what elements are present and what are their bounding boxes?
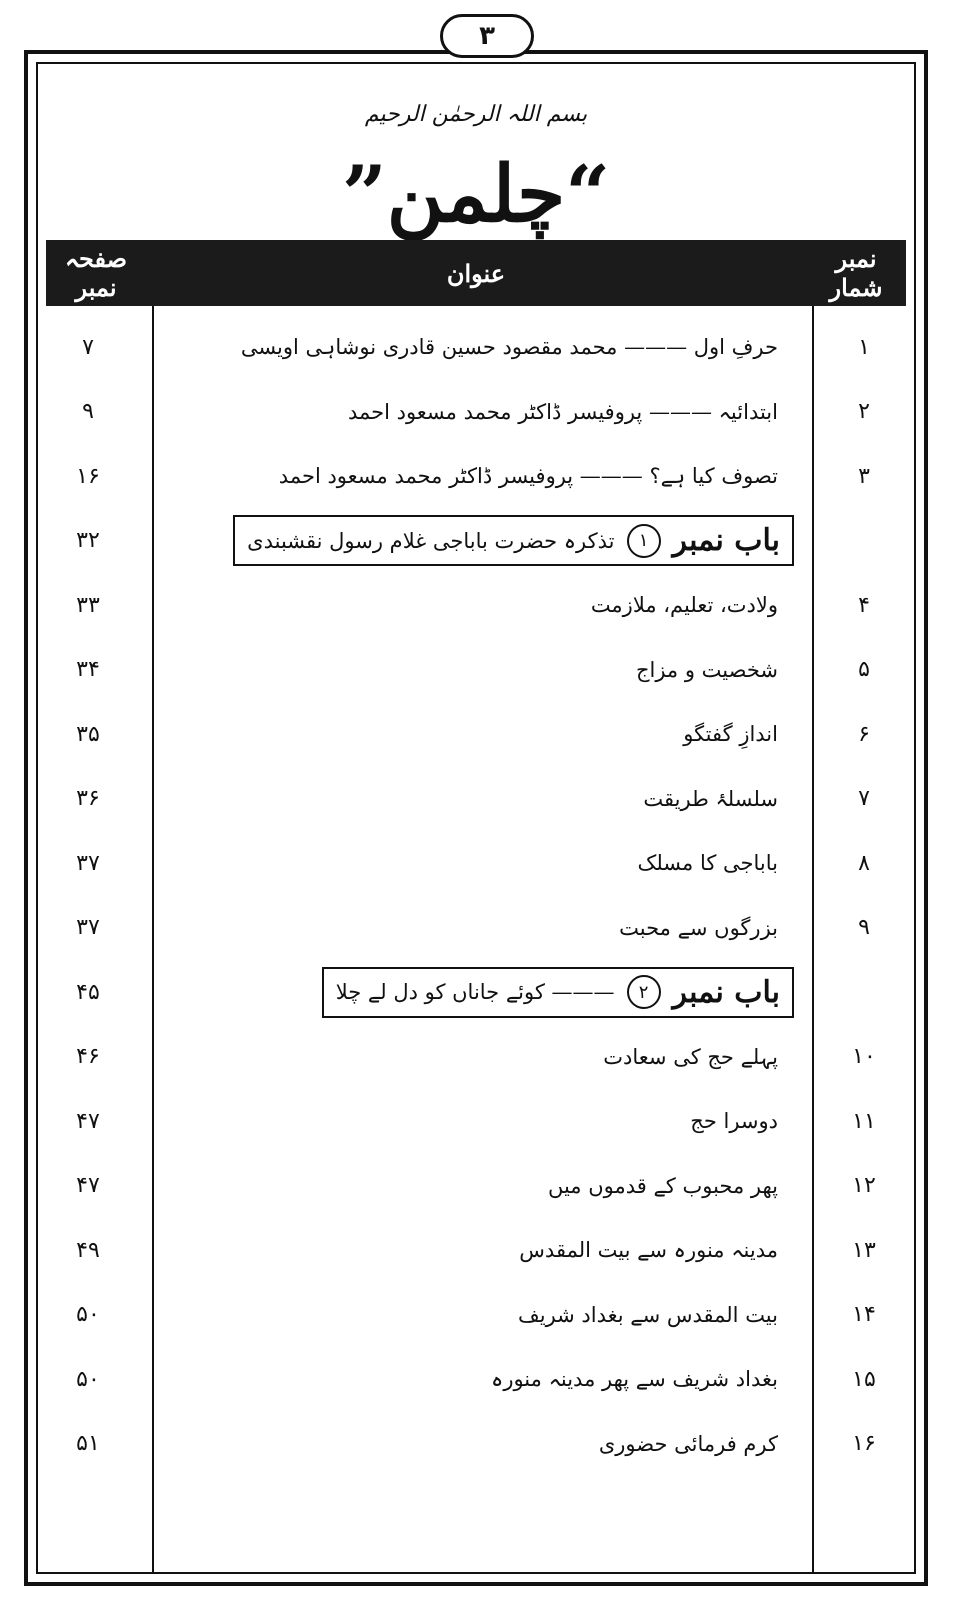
chapter-heading-box [322,967,794,1018]
chapter-row [38,964,914,1020]
table-row [38,771,914,827]
row-page-number: ۳۷ [76,915,100,940]
row-serial: ۳ [858,463,870,489]
row-page-number: ۵۰ [76,1302,100,1327]
row-serial: ۱۵ [852,1366,876,1392]
row-title: ابتدائیہ ——— پروفیسر ڈاکٹر محمد مسعود احمد [347,399,778,424]
page-number-badge: ۳ [440,14,534,58]
row-serial: ۱ [858,334,870,360]
header-serial: نمبر شمار [829,244,883,302]
row-serial: ۱۴ [852,1302,876,1327]
row-title: بیت المقدس سے بغداد شریف [517,1302,778,1327]
chapter-number-circle: ۲ [627,975,661,1009]
row-title [138,967,814,1018]
row-title: پہلے حج کی سعادت [603,1044,778,1069]
row-page-number: ۴۵ [76,979,100,1005]
bismillah-line: بسم اللہ الرحمٰن الرحیم [364,102,588,127]
row-title: سلسلۂ طریقت [643,786,778,811]
row-serial: ۸ [858,850,870,876]
chapter-label: باب نمبر [672,523,780,558]
table-row [38,835,914,891]
chapter-number-circle: ۱ [627,524,661,558]
row-title: بغداد شریف سے پھر مدینہ منورہ [491,1367,778,1391]
row-page-number: ۴۷ [76,1108,100,1134]
row-title: حرفِ اول ——— محمد مقصود حسین قادری نوشاہی اویسی [240,335,778,359]
row-title: باباجی کا مسلک [637,851,778,875]
row-serial: ۷ [858,786,870,811]
row-serial: ۱۲ [852,1173,876,1198]
row-title: شخصیت و مزاج [635,657,778,682]
table-row [38,577,914,633]
row-serial: ۱۱ [852,1108,876,1134]
row-page-number: ۷ [82,334,94,360]
header-page: صفحہ نمبر [64,244,128,302]
row-title: کرم فرمائی حضوری [598,1431,778,1456]
row-title: اندازِ گفتگو [683,722,778,746]
table-row [38,448,914,504]
table-row [38,642,914,698]
row-title: ولادت، تعلیم، ملازمت [590,593,778,617]
row-title: دوسرا حج [690,1109,778,1133]
row-title [138,515,814,566]
row-page-number: ۱۶ [76,463,100,489]
row-page-number: ۴۶ [76,1044,100,1069]
table-row [38,319,914,375]
row-serial: ۵ [858,657,870,682]
table-row [38,900,914,956]
table-row [38,1222,914,1278]
table-row [38,384,914,440]
header-title: عنوان [446,258,506,288]
chapter-label: باب نمبر [672,974,780,1010]
row-page-number: ۴۹ [76,1237,100,1263]
row-page-number: ۳۳ [76,592,100,618]
row-page-number: ۵۱ [76,1431,100,1456]
row-page-number: ۵۰ [76,1366,100,1392]
table-row [38,706,914,762]
row-serial: ۱۰ [852,1044,876,1069]
table-header [46,240,906,306]
row-serial: ۱۶ [852,1431,876,1456]
row-page-number: ۳۵ [76,721,100,747]
row-title: بزرگوں سے محبت [619,915,778,940]
table-row [38,1416,914,1472]
table-row [38,1287,914,1343]
row-title: تصوف کیا ہے؟ ——— پروفیسر ڈاکٹر محمد مسعود احمد [278,464,778,488]
row-serial: ۲ [858,399,870,424]
row-serial: ۴ [858,592,870,618]
chapter-title: ——— کوئے جاناں کو دل لے چلا [335,980,615,1004]
page-frame [24,50,928,1586]
row-serial: ۹ [858,915,870,940]
table-row [38,1093,914,1149]
inner-frame [36,62,916,1574]
row-page-number: ۹ [82,399,94,424]
row-serial: ۶ [858,721,870,747]
chapter-title: تذکرہ حضرت باباجی غلام رسول نقشبندی [247,528,615,553]
chapter-row [38,513,914,569]
row-page-number: ۳۲ [76,528,100,553]
row-page-number: ۳۴ [76,657,100,682]
table-row [38,1029,914,1085]
row-page-number: ۳۶ [76,786,100,811]
chapter-heading-box [233,515,794,566]
row-page-number: ۴۷ [76,1173,100,1198]
book-title: ”چلمن“ [341,149,611,240]
row-title: پھر محبوب کے قدموں میں [547,1173,778,1198]
row-serial: ۱۳ [852,1237,876,1263]
row-page-number: ۳۷ [76,850,100,876]
row-title: مدینہ منورہ سے بیت المقدس [519,1238,778,1262]
table-row [38,1158,914,1214]
table-row [38,1351,914,1407]
